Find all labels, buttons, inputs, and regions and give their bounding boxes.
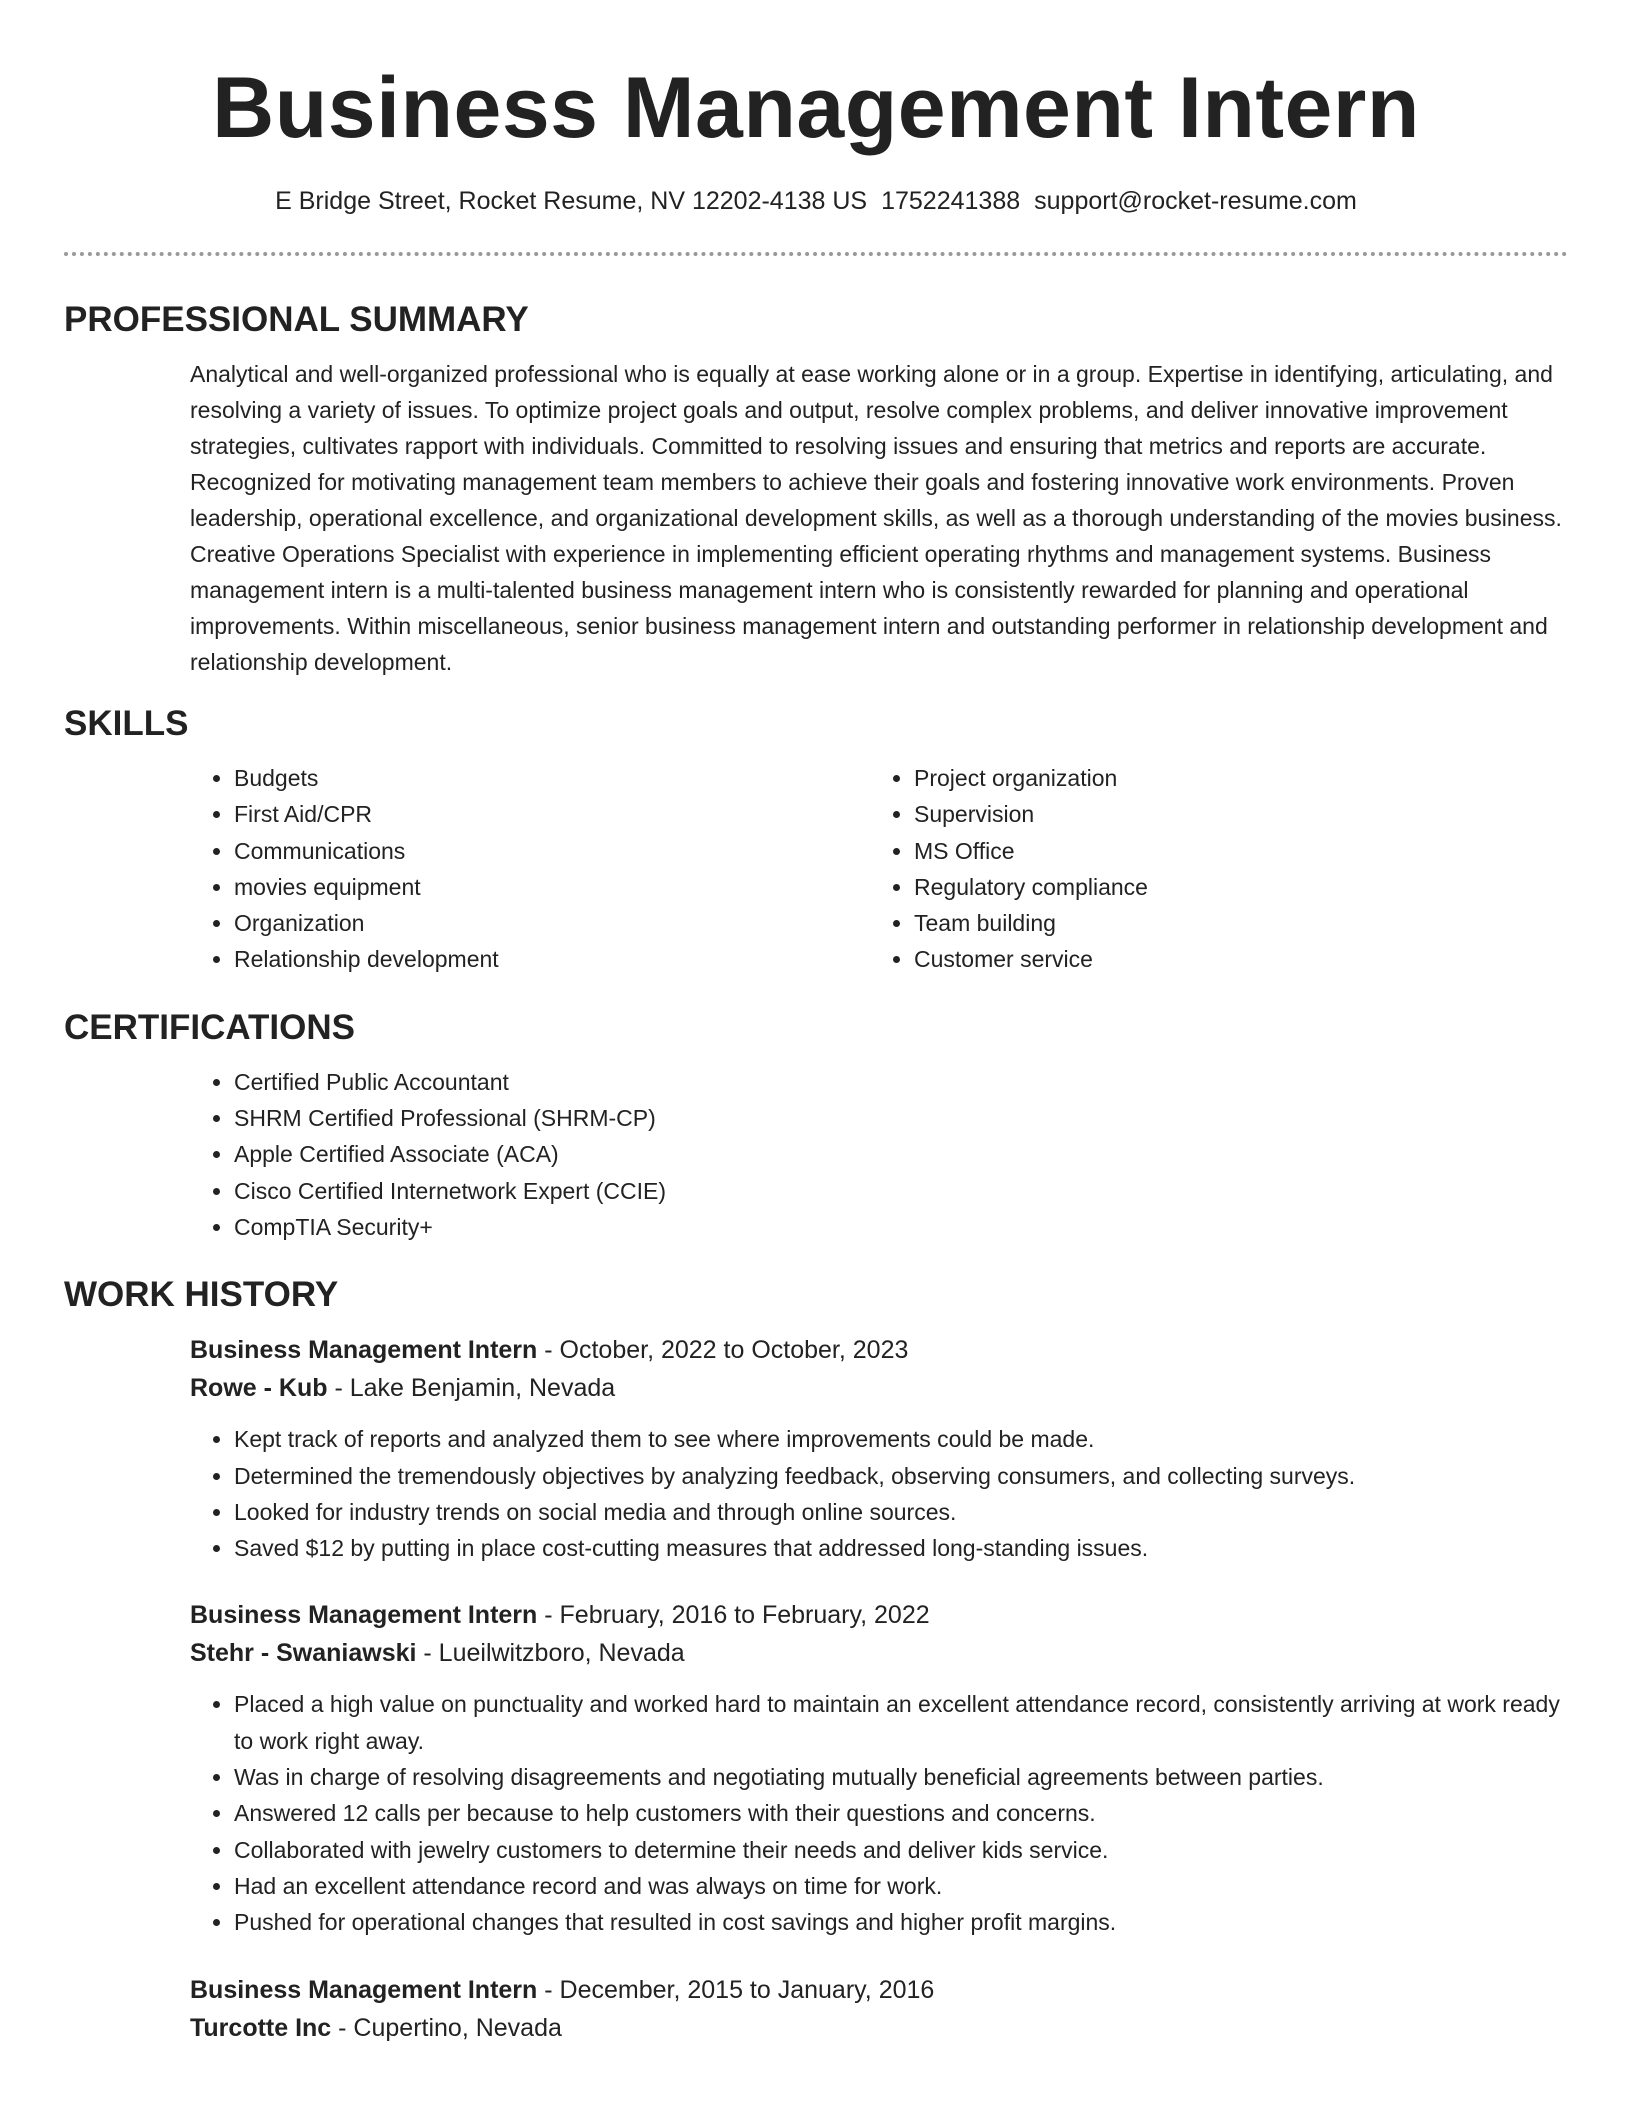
contact-phone: 1752241388 [881,187,1021,215]
job-bullet: • Kept track of reports and analyzed them to see where improvements could be made. [234,1421,1568,1457]
job-bullets [190,1686,1568,1940]
job-bullet: • Collaborated with jewelry customers to determine their needs and deliver kids service. [234,1832,1568,1868]
job-dates: - February, 2016 to February, 2022 [537,1601,930,1630]
contact-address: E Bridge Street, Rocket Resume, NV 12202-4138 US [275,187,868,215]
job-company: Stehr - Swaniawski [190,1639,417,1668]
certifications-section [64,1008,1568,1245]
job-company: Turcotte Inc [190,2013,332,2042]
certifications-list [190,1064,1568,1245]
job-bullet: • Pushed for operational changes that resulted in cost savings and higher profit margins. [234,1904,1568,1940]
summary-title: PROFESSIONAL SUMMARY [64,300,529,339]
job-entry [190,1331,1568,1566]
job-bullet: • Was in charge of resolving disagreements and negotiating mutually beneficial agreements between parties. [234,1759,1568,1795]
summary-section [64,300,1568,680]
skill-item: • Communications [234,833,870,869]
job-bullet: • Had an excellent attendance record and was always on time for work. [234,1868,1568,1904]
skill-item: • First Aid/CPR [234,796,870,832]
skill-item: • Project organization [914,760,1550,796]
certification-item: • Certified Public Accountant [234,1064,1568,1100]
job-bullet: • Looked for industry trends on social media and through online sources. [234,1494,1568,1530]
job-title: Business Management Intern [190,1975,538,2004]
job-bullet: • Determined the tremendously objectives by analyzing feedback, observing consumers, and collecting surveys. [234,1458,1568,1494]
job-entry [190,1971,1568,2047]
job-location: - Lake Benjamin, Nevada [327,1374,616,1403]
contact-email: support@rocket-resume.com [1034,187,1357,215]
job-entry [190,1596,1568,1940]
resume-name: Business Management Intern [212,60,1420,156]
work-section [64,1275,1568,2046]
job-location: - Lueilwitzboro, Nevada [416,1639,685,1668]
job-bullet: • Placed a high value on punctuality and worked hard to maintain an excellent attendance record, consistently arriving at work ready to work right away. [234,1686,1568,1759]
job-bullet: • Answered 12 calls per because to help customers with their questions and concerns. [234,1795,1568,1831]
header-divider [64,252,1568,256]
skills-title: SKILLS [64,704,189,743]
skill-item: • movies equipment [234,869,870,905]
skill-item: • MS Office [914,833,1550,869]
job-location: - Cupertino, Nevada [331,2013,562,2042]
skills-section [64,704,1568,978]
skill-item: • Budgets [234,760,870,796]
summary-text: Analytical and well-organized professional who is equally at ease working alone or in a group. Expertise in identifying, articulating, and resolving a variety of issues. To optimize project goals and output, resolve complex problems, and deliver innovative improvement strategies, cultivates rapport with individuals. Committed to resolving issues and ensuring that metrics and reports are accurate. Recognized for motivating management team members to achieve their goals and fostering innovative work environments. Proven leadership, operational excellence, and organizational development skills, as well as a thorough understanding of the movies business. Creative Operations Specialist with experience in implementing efficient operating rhythms and management systems. Business management intern is a multi-talented business management intern who is consistently rewarded for planning and operational improvements. Within miscellaneous, senior business management intern and outstanding performer in relationship development and relationship development. [190,361,1562,675]
job-dates: - October, 2022 to October, 2023 [537,1336,909,1365]
skill-item: • Organization [234,905,870,941]
certification-item: • CompTIA Security+ [234,1209,1568,1245]
certification-item: • Cisco Certified Internetwork Expert (CCIE) [234,1173,1568,1209]
work-title: WORK HISTORY [64,1275,339,1315]
skill-item: • Team building [914,905,1550,941]
job-dates: - December, 2015 to January, 2016 [537,1975,935,2004]
contact-line [64,186,1568,216]
skills-list-right [870,760,1550,978]
skill-item: • Relationship development [234,941,870,977]
certifications-title: CERTIFICATIONS [64,1007,356,1047]
job-company: Rowe - Kub [190,1374,328,1403]
resume-page [64,0,1568,2047]
certification-item: • Apple Certified Associate (ACA) [234,1136,1568,1172]
skill-item: • Supervision [914,796,1550,832]
job-title: Business Management Intern [190,1601,538,1630]
skills-list-left [190,760,870,978]
job-bullet: • Saved $12 by putting in place cost-cutting measures that addressed long-standing issues. [234,1530,1568,1566]
job-title: Business Management Intern [190,1336,538,1365]
certification-item: • SHRM Certified Professional (SHRM-CP) [234,1100,1568,1136]
skill-item: • Customer service [914,941,1550,977]
skill-item: • Regulatory compliance [914,869,1550,905]
job-bullets [190,1421,1568,1566]
